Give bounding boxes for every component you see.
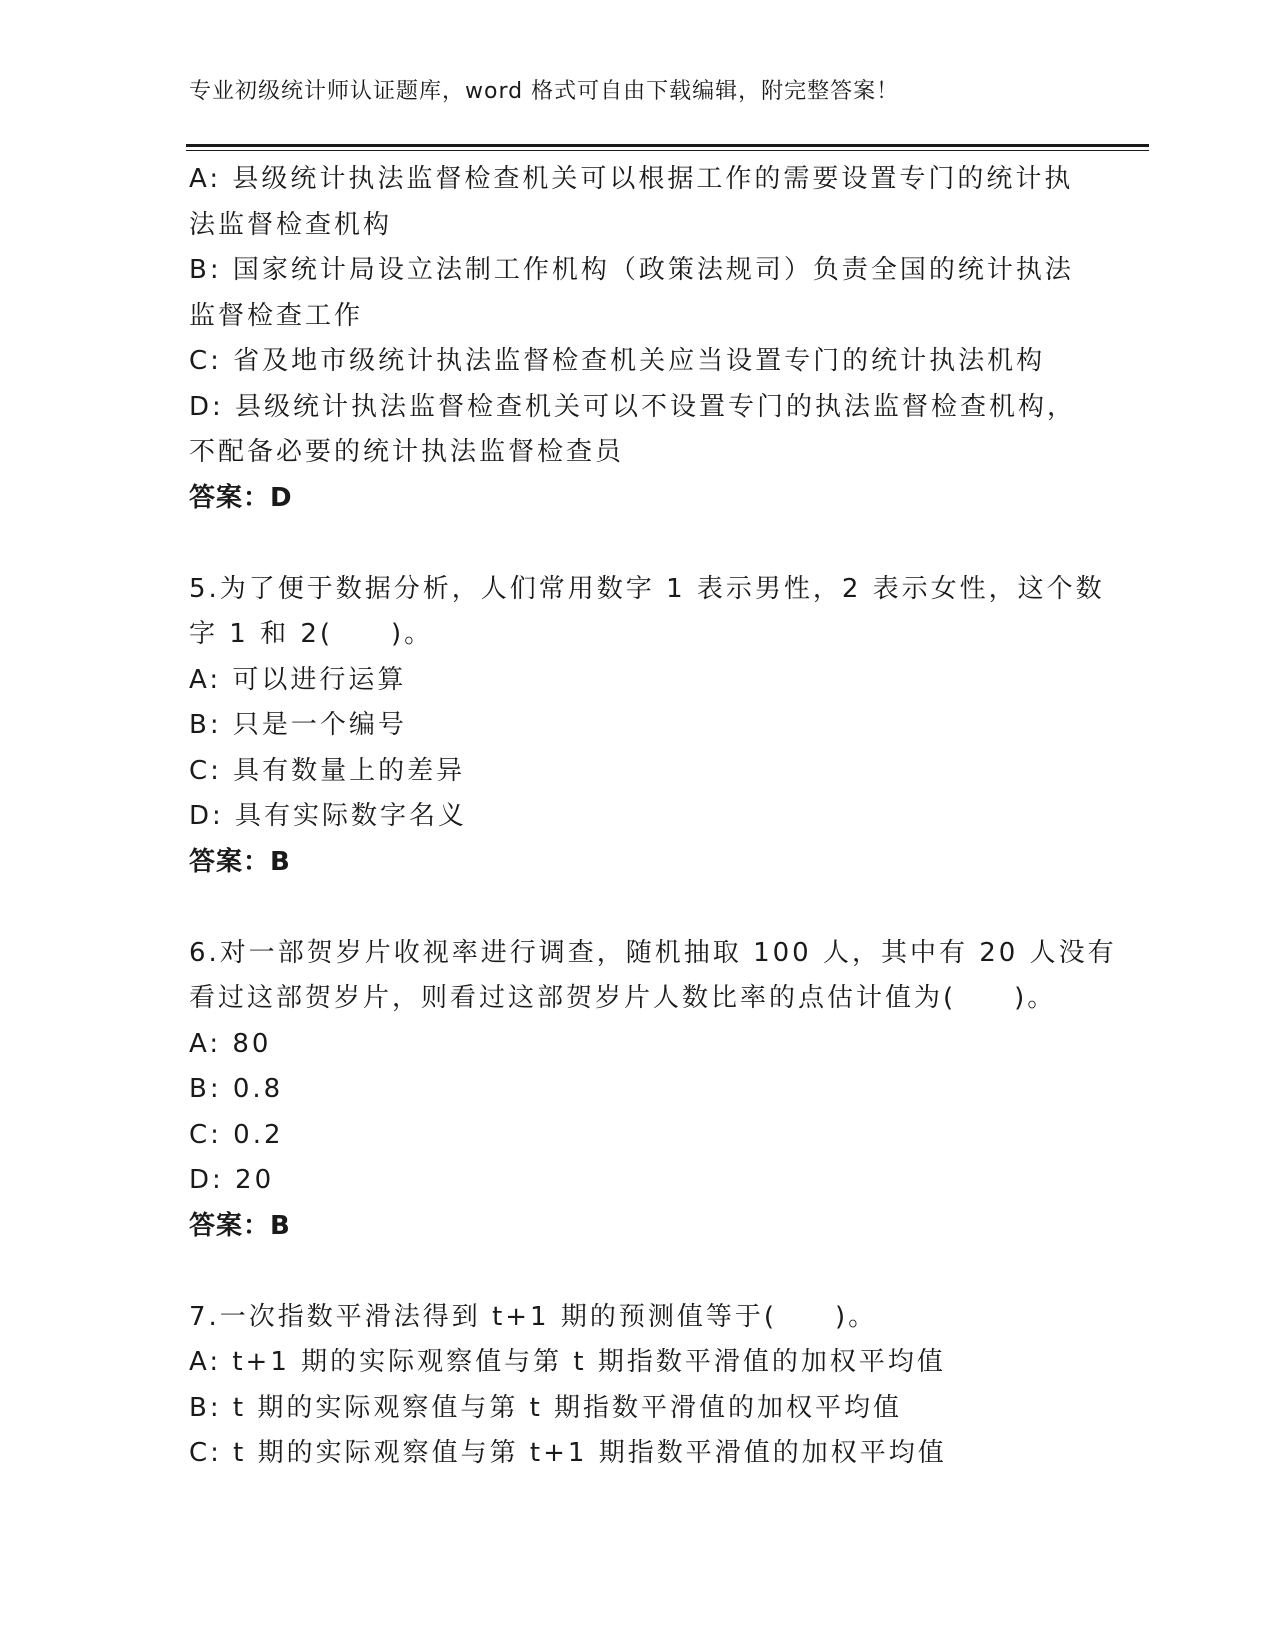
q4-answer: 答案：D <box>189 482 293 513</box>
q5-answer: 答案：B <box>189 846 291 877</box>
q5-option-c: C: 具有数量上的差异 <box>189 755 466 786</box>
q7-option-c: C: t 期的实际观察值与第 t+1 期指数平滑值的加权平均值 <box>189 1438 947 1468</box>
question-5-block <box>189 567 1105 886</box>
question-4-block <box>189 157 1089 521</box>
document-header: 专业初级统计师认证题库，word 格式可自由下载编辑，附完整答案！ <box>189 79 900 104</box>
q4-option-b-line1: B: 国家统计局设立法制工作机构（政策法规司）负责全国的统计执法 <box>189 255 1074 285</box>
q5-stem-line2: 字 1 和 2( )。 <box>189 619 434 649</box>
q6-option-b: B: 0.8 <box>189 1074 284 1104</box>
header-rule-thin <box>186 150 1149 151</box>
question-6-block <box>189 931 1117 1250</box>
q5-option-b: B: 只是一个编号 <box>189 710 407 740</box>
q6-stem-line1: 6.对一部贺岁片收视率进行调查，随机抽取 100 人，其中有 20 人没有 <box>189 937 1117 968</box>
question-content <box>189 157 1117 1477</box>
q4-option-c: C: 省及地市级统计执法监督检查机关应当设置专门的统计执法机构 <box>189 346 1046 376</box>
q7-stem-line1: 7.一次指数平滑法得到 t+1 期的预测值等于( )。 <box>189 1301 878 1332</box>
spacer <box>189 1249 1089 1295</box>
q7-option-b: B: t 期的实际观察值与第 t 期指数平滑值的加权平均值 <box>189 1392 903 1423</box>
q5-option-d: D: 具有实际数字名义 <box>189 801 468 831</box>
q6-option-c: C: 0.2 <box>189 1119 284 1150</box>
q7-option-a: A: t+1 期的实际观察值与第 t 期指数平滑值的加权平均值 <box>189 1347 946 1377</box>
q4-option-a-line2: 法监督检查机构 <box>189 209 393 240</box>
header-rule-thick <box>186 144 1149 147</box>
q4-option-a-line1: A: 县级统计执法监督检查机关可以根据工作的需要设置专门的统计执 <box>189 164 1074 194</box>
spacer <box>189 521 1089 567</box>
q4-option-d-line1: D: 县级统计执法监督检查机关可以不设置专门的执法监督检查机构， <box>189 391 1077 422</box>
q6-stem-line2: 看过这部贺岁片，则看过这部贺岁片人数比率的点估计值为( )。 <box>189 983 1057 1013</box>
q5-option-a: A: 可以进行运算 <box>189 664 407 695</box>
q5-stem-line1: 5.为了便于数据分析，人们常用数字 1 表示男性，2 表示女性，这个数 <box>189 573 1105 604</box>
q6-answer: 答案：B <box>189 1210 291 1241</box>
spacer <box>189 885 1089 931</box>
q4-option-d-line2: 不配备必要的统计执法监督检查员 <box>189 437 625 467</box>
q4-option-b-line2: 监督检查工作 <box>189 300 364 331</box>
q6-option-a: A: 80 <box>189 1028 272 1059</box>
q6-option-d: D: 20 <box>189 1165 275 1195</box>
question-7-block <box>189 1295 1089 1477</box>
